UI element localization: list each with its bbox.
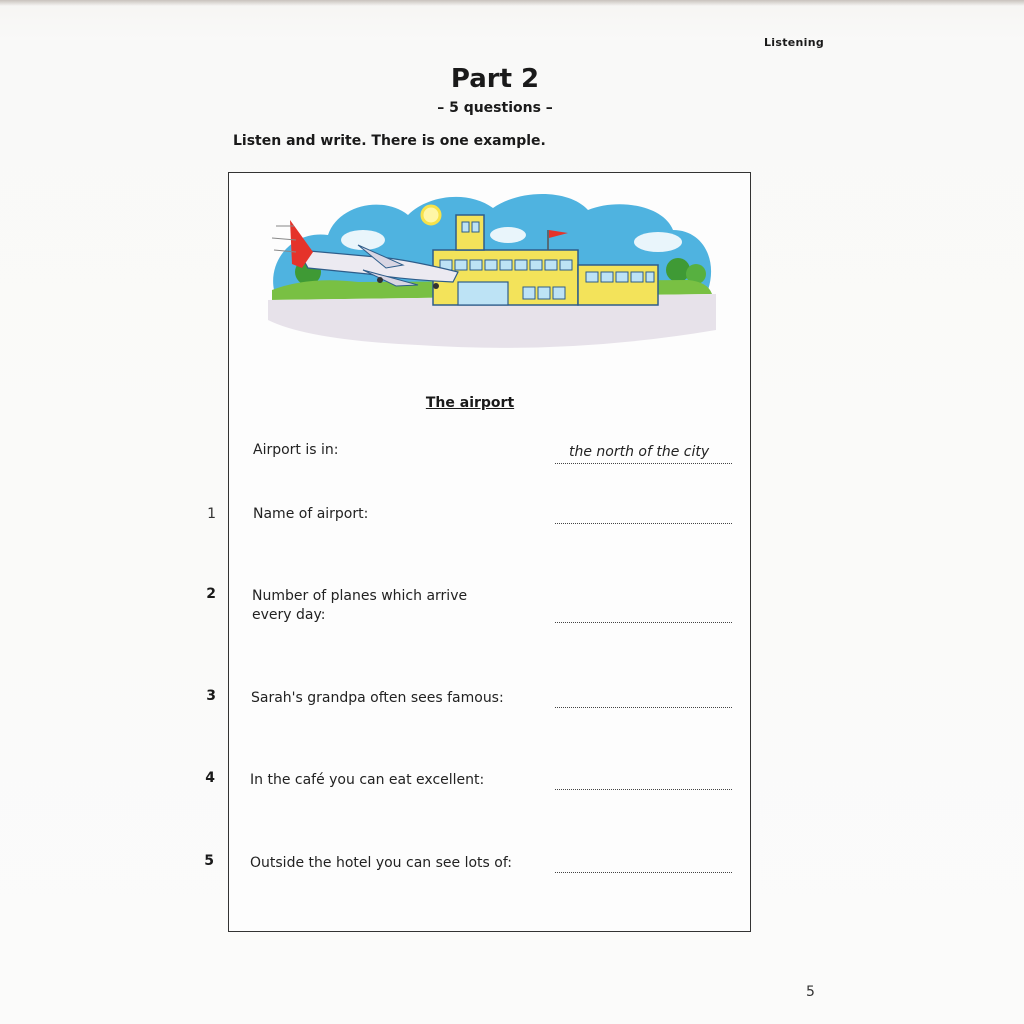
question-number: 5	[204, 853, 214, 869]
part-subtitle: – 5 questions –	[437, 100, 553, 116]
question-label-line1: Number of planes which arrive	[252, 588, 468, 604]
question-number: 1	[207, 506, 216, 522]
answer-field-4[interactable]	[555, 787, 732, 790]
sun-icon	[422, 206, 440, 224]
answer-field-2[interactable]	[555, 620, 732, 623]
cloud-icon	[490, 227, 526, 243]
tree-icon	[666, 258, 690, 282]
airport-illustration	[268, 190, 716, 355]
example-label: Airport is in:	[253, 442, 339, 458]
cloud-icon	[634, 232, 682, 252]
example-answer-line	[555, 461, 732, 464]
example-answer: the north of the city	[569, 444, 710, 460]
page-number: 5	[806, 984, 815, 1000]
question-label: Outside the hotel you can see lots of:	[250, 855, 512, 871]
question-label: In the café you can eat excellent:	[250, 772, 485, 788]
part-title: Part 2	[450, 64, 540, 94]
page-top-shadow	[0, 0, 1024, 6]
form-title: The airport	[425, 395, 515, 411]
terminal-wing	[578, 265, 658, 305]
answer-field-3[interactable]	[555, 705, 732, 708]
question-label: Name of airport:	[253, 506, 369, 522]
answer-field-1[interactable]	[555, 521, 732, 524]
instruction-text: Listen and write. There is one example.	[233, 133, 546, 149]
terminal-entrance	[458, 282, 508, 305]
question-label: Sarah's grandpa often sees famous:	[251, 690, 504, 706]
question-number: 3	[206, 688, 216, 704]
question-number: 4	[205, 770, 215, 786]
answer-field-5[interactable]	[555, 870, 732, 873]
control-tower	[456, 215, 484, 250]
question-number: 2	[206, 586, 216, 602]
section-label: Listening	[764, 36, 825, 49]
question-label-line2: every day:	[252, 607, 326, 623]
